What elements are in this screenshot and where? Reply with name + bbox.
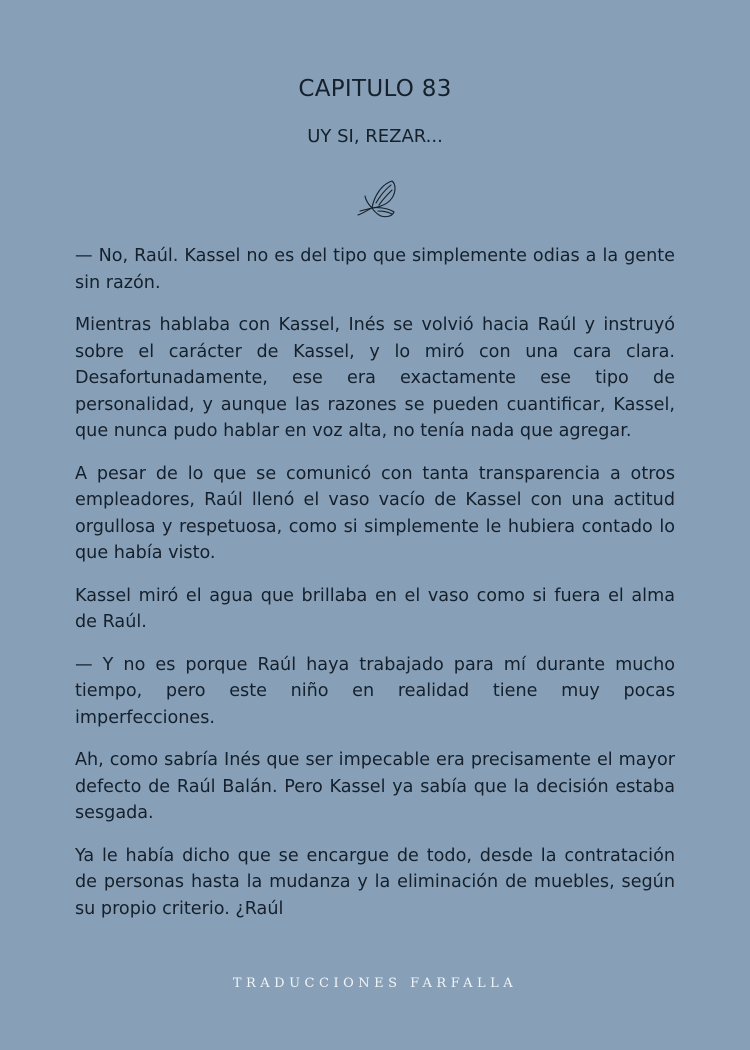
footer-watermark: TRADUCCIONES FARFALLA: [232, 976, 518, 991]
paragraph: Mientras hablaba con Kassel, Inés se volvió hacia Raúl y instruyó sobre el carácter de Kassel, y lo miró con una cara clara. Desafortunadamente, ese era exactamente ese tipo de personalidad, y aunque las razones se pueden cuantificar, Kassel, que nunca pudo hablar en voz alta, no tenía nada que agregar.: [75, 315, 675, 441]
chapter-subtitle: UY SI, REZAR...: [307, 126, 443, 147]
chapter-title: CAPITULO 83: [298, 76, 452, 102]
chapter-body: [75, 243, 675, 938]
paragraph: Kassel miró el agua que brillaba en el vaso como si fuera el alma de Raúl.: [75, 585, 675, 632]
paragraph: — No, Raúl. Kassel no es del tipo que simplemente odias a la gente sin razón.: [75, 246, 675, 293]
paragraph: Ya le había dicho que se encargue de todo, desde la contratación de personas hasta la mudanza y la eliminación de muebles, según su propio criterio. ¿Raúl: [75, 845, 675, 919]
paragraph: Ah, como sabría Inés que ser impecable era precisamente el mayor defecto de Raúl Balán. Pero Kassel ya sabía que la decisión estaba sesgada.: [75, 750, 675, 823]
butterfly-icon: [352, 178, 398, 220]
paragraph: — Y no es porque Raúl haya trabajado para mí durante mucho tiempo, pero este niño en realidad tiene muy pocas imperfecciones.: [75, 654, 675, 728]
paragraph: A pesar de lo que se comunicó con tanta transparencia a otros empleadores, Raúl llenó el vaso vacío de Kassel con una actitud orgullosa y respetuosa, como si simplemente le hubiera contado lo que había visto.: [75, 463, 675, 563]
